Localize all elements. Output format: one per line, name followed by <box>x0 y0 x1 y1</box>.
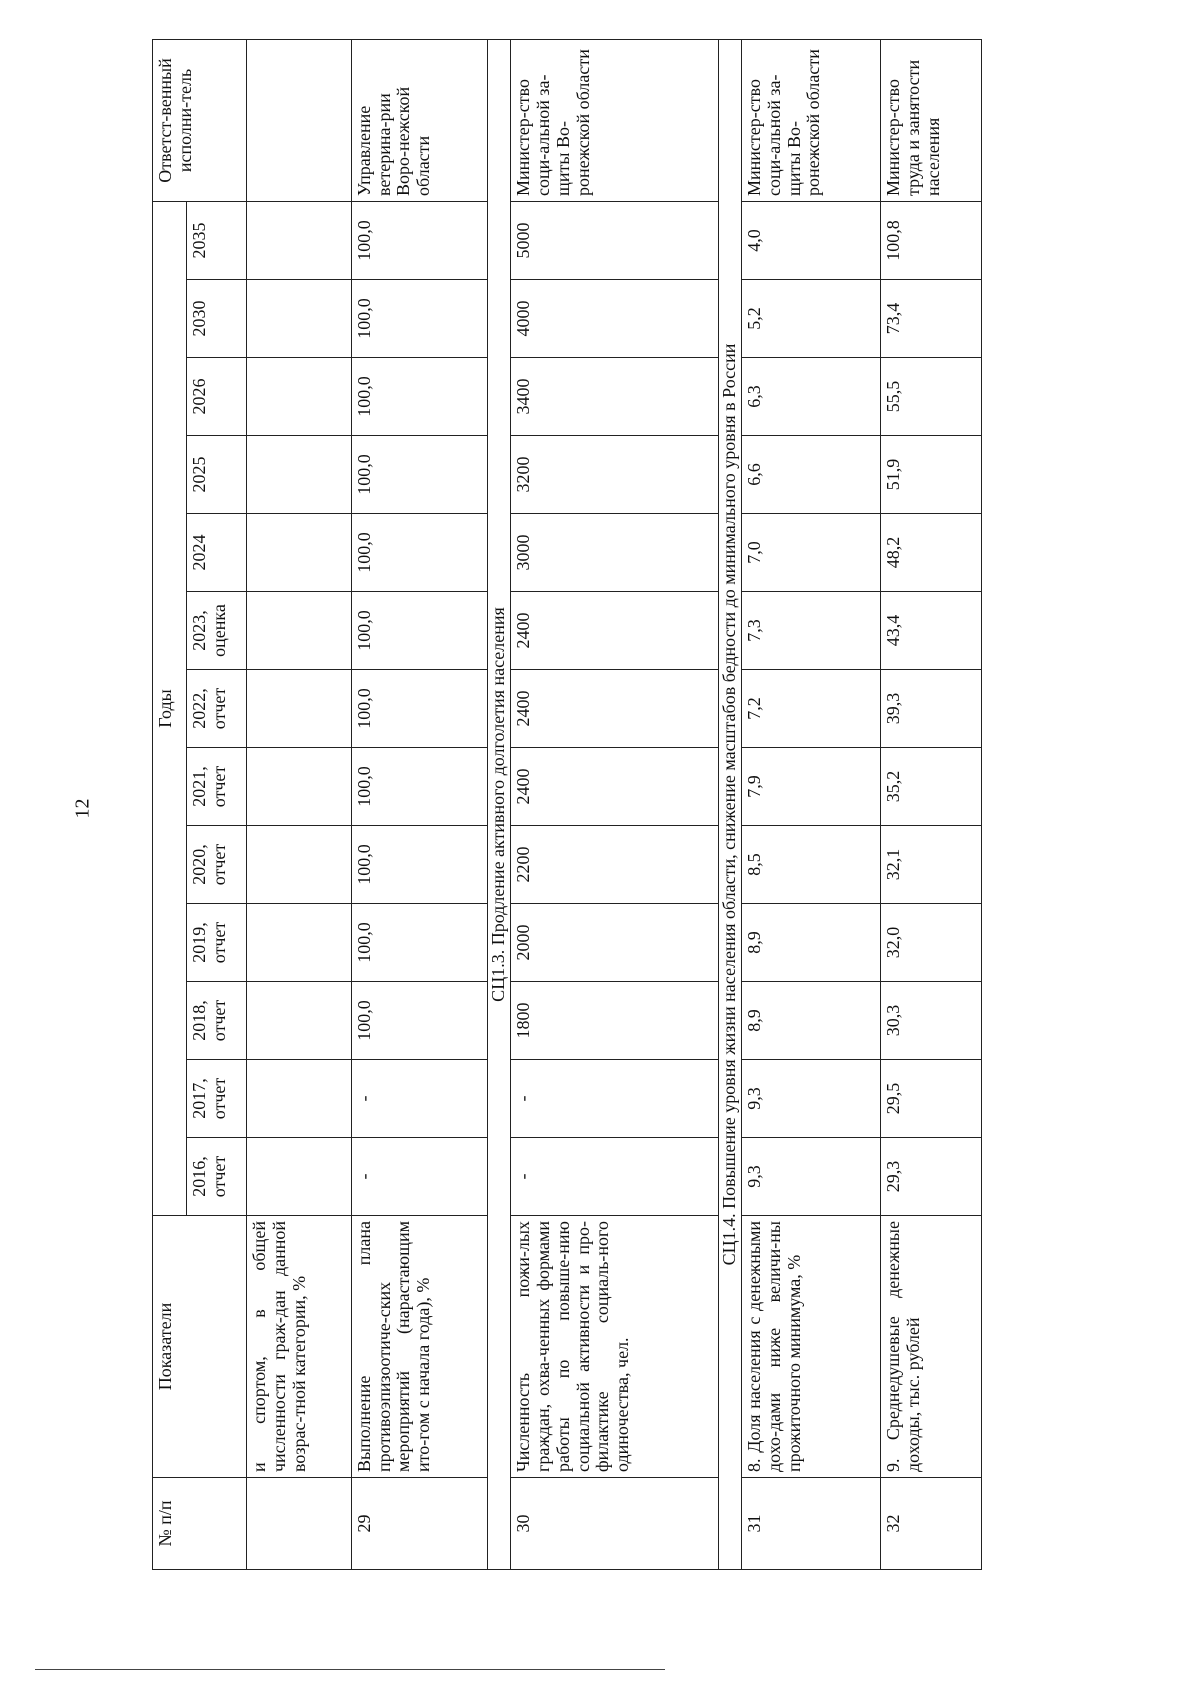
value-cell: 100,0 <box>351 436 487 514</box>
value-cell: 8,9 <box>742 982 881 1060</box>
header-year: 2022, отчет <box>187 670 247 748</box>
value-cell: 100,0 <box>351 826 487 904</box>
value-cell: 35,2 <box>881 748 982 826</box>
header-year: 2021, отчет <box>187 748 247 826</box>
value-cell: 100,0 <box>351 748 487 826</box>
value-cell: 2400 <box>511 670 719 748</box>
value-cell: 7,2 <box>742 670 881 748</box>
section-heading <box>718 40 741 1570</box>
value-cell: - <box>511 1060 719 1138</box>
value-cell: 2400 <box>511 592 719 670</box>
value-cell: 100,8 <box>881 202 982 280</box>
table-row <box>742 40 881 1570</box>
value-cell: 48,2 <box>881 514 982 592</box>
value-cell: 3200 <box>511 436 719 514</box>
value-cell: - <box>351 1060 487 1138</box>
value-cell: 43,4 <box>881 592 982 670</box>
value-cell <box>247 1060 352 1138</box>
value-cell: 73,4 <box>881 280 982 358</box>
value-cell: 29,3 <box>881 1138 982 1216</box>
header-years: Годы <box>153 202 187 1216</box>
table-row <box>351 40 487 1570</box>
header-year: 2024 <box>187 514 247 592</box>
value-cell: 30,3 <box>881 982 982 1060</box>
header-year: 2025 <box>187 436 247 514</box>
header-year: 2023, оценка <box>187 592 247 670</box>
value-cell <box>247 436 352 514</box>
value-cell: - <box>511 1138 719 1216</box>
value-cell <box>247 1138 352 1216</box>
section-title: СЦ1.4. Повышение уровня жизни населения области, снижение масштабов бедности до минимального уровня в России <box>718 40 741 1570</box>
value-cell <box>247 514 352 592</box>
value-cell <box>247 358 352 436</box>
header-year: 2026 <box>187 358 247 436</box>
section-title: СЦ1.3. Продление активного долголетия населения <box>487 40 510 1570</box>
header-no: № п/п <box>153 1478 247 1570</box>
value-cell: 7,3 <box>742 592 881 670</box>
value-cell <box>247 280 352 358</box>
value-cell <box>247 826 352 904</box>
value-cell: 100,0 <box>351 280 487 358</box>
rotated-table-wrapper <box>152 40 982 1570</box>
page-number: 12 <box>71 798 94 819</box>
value-cell: 100,0 <box>351 904 487 982</box>
responsible-executor: Министер-ство соци-альной за-щиты Во-ронежской области <box>742 40 881 202</box>
value-cell: 7,9 <box>742 748 881 826</box>
header-year: 2035 <box>187 202 247 280</box>
value-cell: 5,2 <box>742 280 881 358</box>
indicator-name: Численность пожи-лых граждан, охва-ченных формами работы по повыше-нию социальной активности и про-филактике социаль-ного одиночества, чел. <box>511 1216 719 1478</box>
value-cell: 8,5 <box>742 826 881 904</box>
section-heading <box>487 40 510 1570</box>
value-cell: 100,0 <box>351 670 487 748</box>
header-year: 2019, отчет <box>187 904 247 982</box>
value-cell: 6,6 <box>742 436 881 514</box>
header-responsible: Ответст-венный исполни-тель <box>153 40 247 202</box>
responsible-executor: Министер-ство труда и занятости населения <box>881 40 982 202</box>
value-cell: 2400 <box>511 748 719 826</box>
header-year: 2020, отчет <box>187 826 247 904</box>
indicator-name: 9. Среднедушевые денежные доходы, тыс. рублей <box>881 1216 982 1478</box>
value-cell: 100,0 <box>351 982 487 1060</box>
value-cell: 2000 <box>511 904 719 982</box>
value-cell: 39,3 <box>881 670 982 748</box>
value-cell <box>247 904 352 982</box>
table-row <box>881 40 982 1570</box>
value-cell: 32,1 <box>881 826 982 904</box>
value-cell: 3400 <box>511 358 719 436</box>
value-cell: 8,9 <box>742 904 881 982</box>
row-number: 30 <box>511 1478 719 1570</box>
value-cell: 6,3 <box>742 358 881 436</box>
value-cell: 100,0 <box>351 202 487 280</box>
value-cell <box>247 748 352 826</box>
value-cell: 29,5 <box>881 1060 982 1138</box>
value-cell: 100,0 <box>351 358 487 436</box>
responsible-executor: Управление ветерина-рии Воро-нежской области <box>351 40 487 202</box>
row-number: 32 <box>881 1478 982 1570</box>
value-cell: 4,0 <box>742 202 881 280</box>
indicator-name: 8. Доля населения с денежными дохо-дами ниже величи-ны прожиточного минимума, % <box>742 1216 881 1478</box>
value-cell: - <box>351 1138 487 1216</box>
value-cell: 9,3 <box>742 1060 881 1138</box>
responsible-executor: Министер-ство соци-альной за-щиты Во-ронежской области <box>511 40 719 202</box>
value-cell <box>247 670 352 748</box>
header-year: 2030 <box>187 280 247 358</box>
scan-edge-line <box>35 1669 665 1670</box>
indicators-table <box>152 39 982 1570</box>
value-cell: 2200 <box>511 826 719 904</box>
value-cell: 100,0 <box>351 592 487 670</box>
value-cell <box>247 592 352 670</box>
value-cell: 9,3 <box>742 1138 881 1216</box>
header-year: 2016, отчет <box>187 1138 247 1216</box>
header-year: 2017, отчет <box>187 1060 247 1138</box>
value-cell <box>247 982 352 1060</box>
value-cell: 7,0 <box>742 514 881 592</box>
responsible-executor <box>247 40 352 202</box>
value-cell: 1800 <box>511 982 719 1060</box>
value-cell: 32,0 <box>881 904 982 982</box>
value-cell: 55,5 <box>881 358 982 436</box>
indicator-name: и спортом, в общей численности граж-дан данной возрас-тной категории, % <box>247 1216 352 1478</box>
value-cell <box>247 202 352 280</box>
value-cell: 100,0 <box>351 514 487 592</box>
header-year: 2018, отчет <box>187 982 247 1060</box>
value-cell: 51,9 <box>881 436 982 514</box>
row-number: 29 <box>351 1478 487 1570</box>
header-indicators: Показатели <box>153 1216 247 1478</box>
table-row <box>511 40 719 1570</box>
row-number <box>247 1478 352 1570</box>
value-cell: 5000 <box>511 202 719 280</box>
indicator-name: Выполнение плана противоэпизоотиче-ских мероприятий (нарастающим ито-гом с начала года), % <box>351 1216 487 1478</box>
row-number: 31 <box>742 1478 881 1570</box>
value-cell: 3000 <box>511 514 719 592</box>
table-row <box>247 40 352 1570</box>
value-cell: 4000 <box>511 280 719 358</box>
